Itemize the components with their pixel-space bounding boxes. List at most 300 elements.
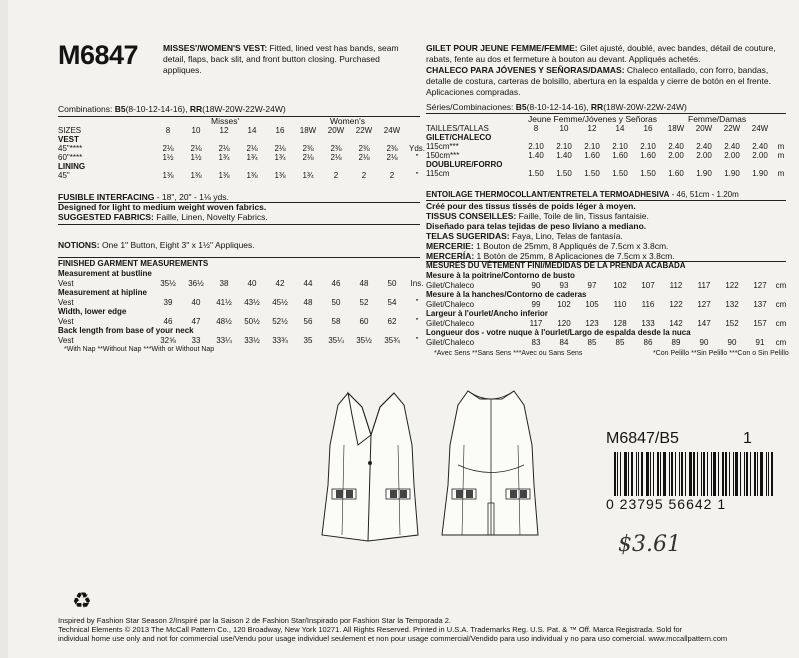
cell-value: 128 xyxy=(613,319,627,328)
barcode-bar xyxy=(675,452,676,496)
row-label: DOUBLURE/FORRO xyxy=(426,160,503,169)
section-row xyxy=(426,133,788,142)
barcode-bar xyxy=(746,452,748,496)
cell-value: 2.00 xyxy=(724,151,740,160)
measurement-heading: Measurement at bustline xyxy=(58,269,152,278)
misses-header: Misses' xyxy=(211,116,240,126)
barcode-bar xyxy=(650,452,651,496)
womens-header: Women's xyxy=(330,116,366,126)
barcode-bar xyxy=(766,452,767,496)
barcode-bar xyxy=(722,452,724,496)
row-label: 115cm*** xyxy=(426,142,459,151)
measurement-row xyxy=(426,319,788,328)
barcode-bar xyxy=(620,452,621,496)
measurement-row xyxy=(426,281,788,290)
cell-value: 2 xyxy=(333,171,339,180)
cell-value: 132 xyxy=(725,300,739,309)
measurement-table xyxy=(426,319,788,328)
divider xyxy=(58,224,420,225)
row-label: 45" xyxy=(58,171,70,180)
cell-value: 1.90 xyxy=(752,169,768,178)
cell-value: 40 xyxy=(191,298,201,307)
cell-value: 48 xyxy=(359,279,369,288)
barcode-bar xyxy=(614,452,616,496)
table-row xyxy=(58,144,428,153)
cell-value: 38 xyxy=(219,279,229,288)
cell-value: 107 xyxy=(641,281,655,290)
cell-value: 157 xyxy=(753,319,767,328)
barcode-bar xyxy=(669,452,670,496)
row-label: Vest xyxy=(58,317,74,326)
mesures-title: MESURES DU VÊTEMENT FINI/MEDIDAS DE LA PRENDA ACABADA xyxy=(426,261,686,270)
cell-value: 90 xyxy=(531,281,541,290)
cell-value: 24W xyxy=(751,124,769,133)
table-row xyxy=(58,153,428,162)
footer-line-2: Technical Elements © 2013 The McCall Pattern Co., 120 Broadway, New York 10271. All Rights Reserved. Printed in U.S.A. Trademarks Reg. U.S. Pat. & ™ Off. Marca Registrada. Sold for xyxy=(58,625,683,634)
cell-value: 142 xyxy=(669,319,683,328)
cell-value: 35 xyxy=(303,336,313,345)
barcode-bar xyxy=(744,452,745,496)
cell-value: 2.10 xyxy=(528,142,544,151)
row-label: Vest xyxy=(58,298,74,307)
cell-value: 62 xyxy=(387,317,397,326)
cell-value: 122 xyxy=(669,300,683,309)
barcode-bar xyxy=(729,452,730,496)
unit: " xyxy=(415,171,419,180)
cell-value: 85 xyxy=(587,338,597,347)
english-measurements xyxy=(58,269,428,345)
cell-value: 35½ xyxy=(160,279,176,288)
row-label: Gilet/Chaleco xyxy=(426,300,475,309)
table-row xyxy=(58,171,428,180)
barcode-bar xyxy=(701,452,702,496)
cell-value: 44 xyxy=(303,279,313,288)
cell-value: 99 xyxy=(531,300,541,309)
measurement-table xyxy=(426,281,788,290)
barcode-bar xyxy=(703,452,705,496)
barcode-bar xyxy=(638,452,639,496)
cell-value: 85 xyxy=(615,338,625,347)
unit: " xyxy=(415,153,419,162)
measurement-table xyxy=(426,300,788,309)
barcode-digits: 0 23795 56642 1 xyxy=(606,496,727,512)
combinations-line: Combinations: B5(8-10-12-14-16), RR(18W-20W-22W-24W) xyxy=(58,104,286,114)
cell-value: 1.50 xyxy=(556,169,572,178)
table-row xyxy=(426,151,788,160)
barcode-bar xyxy=(671,452,673,496)
english-footnote: *With Nap **Without Nap ***With or Without Nap xyxy=(64,346,215,353)
cell-value: 14 xyxy=(247,126,257,135)
cell-value: 48 xyxy=(303,298,313,307)
footer-line-1: Inspired by Fashion Star Season 2/Inspiré par la Saison 2 de Fashion Star/Inspirado por Fashion Star la Temporada 2. xyxy=(58,616,452,625)
unit: Yds. xyxy=(408,144,425,153)
barcode-bar xyxy=(711,452,712,496)
cell-value: 137 xyxy=(753,300,767,309)
cell-value: 42 xyxy=(275,279,285,288)
measurement-row xyxy=(58,298,428,307)
unit: " xyxy=(415,298,419,307)
unit: " xyxy=(415,336,419,345)
cell-value: 2⅜ xyxy=(386,144,398,153)
cell-value: 54 xyxy=(387,298,397,307)
unit xyxy=(774,124,788,133)
barcode-bar xyxy=(771,452,773,496)
cell-value: 33¼ xyxy=(216,336,232,345)
cell-value: 1.90 xyxy=(696,169,712,178)
french-spanish-description: GILET POUR JEUNE FEMME/FEMME: Gilet ajusté, doublé, avec bandes, détail de couture, rabats, fente au dos et fermeture à bouton au devant. Appliqués achetés. CHALECO PARA JÓVENES Y SEÑORAS/DAMAS: Chaleco entallado, con forro, bandas, detalle de costura, carteras de bolsillo, abertura en la espalda y cierre de botón en el frente. Aplicaciones compradas. xyxy=(426,43,776,97)
cell-value: 1.60 xyxy=(584,151,600,160)
barcode-bar xyxy=(754,452,756,496)
cell-value: 117 xyxy=(529,319,543,328)
row-label: 150cm*** xyxy=(426,151,460,160)
handwritten-price: $3.61 xyxy=(618,532,681,557)
row-label: 60"**** xyxy=(58,153,83,162)
designed-for: Designed for light to medium weight woven fabrics. xyxy=(58,202,267,212)
cell-value: 46 xyxy=(163,317,173,326)
cell-value: 102 xyxy=(557,300,571,309)
measurement-heading: Measurement at hipline xyxy=(58,288,147,297)
sizes-row xyxy=(58,126,428,135)
cell-value: 60 xyxy=(359,317,369,326)
measurement-table xyxy=(58,279,428,288)
cell-value: 1.90 xyxy=(724,169,740,178)
barcode-bar xyxy=(617,452,618,496)
footer xyxy=(58,616,727,643)
femme-header: Femme/Damas xyxy=(688,114,747,124)
cell-value: 39 xyxy=(163,298,173,307)
recycle-icon: ♻ xyxy=(72,588,92,613)
cell-value: 133 xyxy=(641,319,655,328)
cell-value: 2.00 xyxy=(752,151,768,160)
measurement-table xyxy=(58,336,428,345)
cell-value: 10 xyxy=(559,124,569,133)
barcode-bar xyxy=(628,452,629,496)
cell-value: 40 xyxy=(247,279,257,288)
cell-value: 2⅜ xyxy=(358,144,370,153)
cell-value: 2 xyxy=(389,171,395,180)
cell-value: 8 xyxy=(165,126,171,135)
cell-value: 1⅜ xyxy=(218,171,230,180)
measurement-row xyxy=(426,338,788,347)
cell-value: 2.10 xyxy=(584,142,600,151)
unit: m xyxy=(777,169,785,178)
barcode-bar xyxy=(760,452,763,496)
barcode xyxy=(614,452,764,496)
cell-value: 1¾ xyxy=(274,153,286,162)
cell-value: 1¾ xyxy=(302,171,314,180)
cell-value: 1.50 xyxy=(612,169,628,178)
cell-value: 52½ xyxy=(272,317,288,326)
telas-sugeridas: TELAS SUGERIDAS: Faya, Lino, Telas de fantasía. xyxy=(426,231,623,241)
section-row xyxy=(426,160,788,169)
barcode-bar xyxy=(689,452,692,496)
cell-value: 86 xyxy=(643,338,653,347)
vest-front-drawing xyxy=(308,385,438,555)
cell-value: 123 xyxy=(585,319,599,328)
cell-value: 32⅝ xyxy=(160,336,176,345)
section-row xyxy=(58,135,428,144)
barcode-bar xyxy=(735,452,738,496)
cell-value: 1⅜ xyxy=(162,171,174,180)
cell-value: 1⅜ xyxy=(246,171,258,180)
cell-value: 45½ xyxy=(272,298,288,307)
row-label: GILET/CHALECO xyxy=(426,133,492,142)
barcode-bar xyxy=(693,452,695,496)
cell-value: 1½ xyxy=(190,153,202,162)
entoilage: ENTOILAGE THERMOCOLLANT/ENTRETELA TERMOADHESIVA - 46, 51cm - 1.20m xyxy=(426,190,739,199)
cell-value: 2⅜ xyxy=(302,144,314,153)
barcode-bar xyxy=(768,452,769,496)
cree-pour: Créé pour des tissus tissés de poids léger à moyen. xyxy=(426,201,636,211)
cell-value: 10 xyxy=(191,126,201,135)
measurement-heading: Width, lower edge xyxy=(58,307,127,316)
series-line: Séries/Combinaciones: B5(8-10-12-14-16), RR(18W-20W-22W-24W) xyxy=(426,102,687,112)
barcode-bar xyxy=(624,452,627,496)
barcode-bar xyxy=(718,452,719,496)
barcode-bar xyxy=(707,452,708,496)
barcode-bar xyxy=(697,452,698,496)
cell-value: 2.40 xyxy=(724,142,740,151)
cell-value: 35¼ xyxy=(328,336,344,345)
measurement-row xyxy=(58,317,428,326)
divider xyxy=(58,257,420,258)
cell-value: 2⅛ xyxy=(330,153,342,162)
barcode-bar xyxy=(713,452,716,496)
cell-value: 18W xyxy=(299,126,317,135)
notions: NOTIONS: One 1" Button, Eight 3" x 1½" Appliques. xyxy=(58,240,255,250)
cell-value: 1¾ xyxy=(218,153,230,162)
cell-value: 33 xyxy=(191,336,201,345)
cell-value: 1⅜ xyxy=(274,171,286,180)
french-footnote: *Avec Sens **Sans Sens ***Avec ou Sans Sens xyxy=(434,350,583,357)
sizes-row xyxy=(426,124,788,133)
cell-value: 84 xyxy=(559,338,569,347)
unit: cm xyxy=(775,338,787,347)
cell-value: 1.40 xyxy=(528,151,544,160)
row-label: Vest xyxy=(58,336,74,345)
french-yardage-table xyxy=(426,124,788,178)
barcode-bar xyxy=(725,452,727,496)
barcode-bar xyxy=(663,452,666,496)
cell-value: 2.00 xyxy=(696,151,712,160)
cell-value: 2⅛ xyxy=(386,153,398,162)
cell-value: 50 xyxy=(331,298,341,307)
cell-value: 1.40 xyxy=(556,151,572,160)
barcode-bar xyxy=(685,452,686,496)
row-label: Gilet/Chaleco xyxy=(426,338,475,347)
cell-value: 93 xyxy=(559,281,569,290)
measurement-row xyxy=(426,300,788,309)
cell-value: 1¾ xyxy=(246,153,258,162)
jeune-header: Jeune Femme/Jóvenes y Señoras xyxy=(528,114,657,124)
cell-value: 110 xyxy=(613,300,627,309)
barcode-bar xyxy=(631,452,633,496)
cell-value: 2.10 xyxy=(612,142,628,151)
cell-value: 91 xyxy=(755,338,765,347)
measurement-table xyxy=(426,338,788,347)
barcode-bar xyxy=(636,452,637,496)
cell-value: 102 xyxy=(613,281,627,290)
measurement-heading: Back length from base of your neck xyxy=(58,326,194,335)
measurement-heading: Longueur dos - votre nuque à l'ourlet/Largo de espalda desde la nuca xyxy=(426,328,691,337)
cell-value: 50½ xyxy=(244,317,260,326)
english-desc-text: Fitted, lined vest has bands, seam detail, flaps, back slit, and front button closing. Purchased appliques. xyxy=(163,43,399,75)
suggested-fabrics: SUGGESTED FABRICS: Faille, Linen, Novelty Fabrics. xyxy=(58,212,268,222)
barcode-bar xyxy=(757,452,758,496)
cell-value: 2⅛ xyxy=(358,153,370,162)
row-label: Gilet/Chaleco xyxy=(426,319,475,328)
cell-value: 33½ xyxy=(244,336,260,345)
cell-value: 1.50 xyxy=(528,169,544,178)
cell-value: 83 xyxy=(531,338,541,347)
row-label: Gilet/Chaleco xyxy=(426,281,475,290)
barcode-bar xyxy=(733,452,734,496)
barcode-bar xyxy=(660,452,661,496)
unit xyxy=(406,126,428,135)
english-description xyxy=(163,43,418,76)
cell-value: 127 xyxy=(697,300,711,309)
fusible-interfacing: FUSIBLE INTERFACING - 18", 20" - 1⅛ yds. xyxy=(58,192,229,202)
barcode-bar xyxy=(641,452,643,496)
pattern-code: M6847 xyxy=(58,40,139,70)
cell-value: 50 xyxy=(387,279,397,288)
spanish-footnote: *Con Pelillo **Sin Pelillo ***Con o Sin Pelillo xyxy=(653,350,789,357)
sku-page: 1 xyxy=(743,430,752,447)
row-label: 45"**** xyxy=(58,144,83,153)
cell-value: 16 xyxy=(643,124,653,133)
unit: cm xyxy=(775,300,787,309)
cell-value: 41½ xyxy=(216,298,232,307)
barcode-bar xyxy=(646,452,649,496)
barcode-bar xyxy=(740,452,741,496)
measurement-row xyxy=(58,336,428,345)
sku-code: M6847/B5 xyxy=(606,430,679,447)
barcode-bar xyxy=(653,452,654,496)
cell-value: 35¾ xyxy=(384,336,400,345)
disenado-para: Diseñado para telas tejidas de peso liviano a mediano. xyxy=(426,221,647,231)
measurement-row xyxy=(58,279,428,288)
row-label: LINING xyxy=(58,162,86,171)
table-row xyxy=(426,142,788,151)
section-row xyxy=(58,162,428,171)
cell-value: 56 xyxy=(303,317,313,326)
cell-value: 24W xyxy=(383,126,401,135)
cell-value: 120 xyxy=(557,319,571,328)
row-label: VEST xyxy=(58,135,79,144)
mercerie: MERCERIE: 1 Bouton de 25mm, 8 Appliqués de 7.5cm x 3.8cm. xyxy=(426,241,669,251)
cell-value: 12 xyxy=(587,124,597,133)
cell-value: 1½ xyxy=(162,153,174,162)
cell-value: 2⅛ xyxy=(218,144,230,153)
cell-value: 2.40 xyxy=(752,142,768,151)
barcode-bar xyxy=(679,452,680,496)
cell-value: 2.10 xyxy=(556,142,572,151)
barcode-bar xyxy=(681,452,683,496)
cell-value: 1.60 xyxy=(612,151,628,160)
cell-value: 35½ xyxy=(356,336,372,345)
english-yardage-table xyxy=(58,126,428,180)
merceria: MERCERÍA: 1 Botón de 25mm, 8 Aplicaciones de 7.5cm x 3.8cm. xyxy=(426,251,675,261)
cell-value: 33¾ xyxy=(272,336,288,345)
cell-value: 112 xyxy=(669,281,683,290)
cell-value: 14 xyxy=(615,124,625,133)
cell-value: 43½ xyxy=(244,298,260,307)
finished-measurements-title: FINISHED GARMENT MEASUREMENTS xyxy=(58,259,209,268)
cell-value: 122 xyxy=(725,281,739,290)
pattern-envelope-back xyxy=(8,0,799,658)
cell-value: 1.50 xyxy=(584,169,600,178)
footer-line-3: individual home use only and not for commercial use/Vendu pour usage individuel seulement et non pour usage commercial/Vendido para uso individual y no para uso comercial. www.mccallpattern.com xyxy=(58,634,728,643)
cell-value: 2⅛ xyxy=(162,144,174,153)
unit: " xyxy=(415,317,419,326)
english-title: MISSES'/WOMEN'S VEST: xyxy=(163,43,268,53)
cell-value: 116 xyxy=(641,300,655,309)
cell-value: 117 xyxy=(697,281,711,290)
cell-value: 97 xyxy=(587,281,597,290)
cell-value: 18W xyxy=(667,124,685,133)
cell-value: 52 xyxy=(359,298,369,307)
cell-value: 105 xyxy=(585,300,599,309)
row-label: Vest xyxy=(58,279,74,288)
row-label: TAILLES/TALLAS xyxy=(426,124,489,133)
vest-back-drawing xyxy=(428,385,558,555)
measurement-table xyxy=(58,317,428,326)
cell-value: 152 xyxy=(725,319,739,328)
unit: cm xyxy=(775,281,787,290)
row-label: 115cm xyxy=(426,169,450,178)
unit: m xyxy=(777,142,785,151)
cell-value: 16 xyxy=(275,126,285,135)
cell-value: 2⅛ xyxy=(274,144,286,153)
cell-value: 127 xyxy=(753,281,767,290)
cell-value: 47 xyxy=(191,317,201,326)
cell-value: 2.10 xyxy=(640,142,656,151)
table-row xyxy=(426,169,788,178)
cell-value: 1.60 xyxy=(640,151,656,160)
cell-value: 2⅛ xyxy=(302,153,314,162)
cell-value: 147 xyxy=(697,319,711,328)
cell-value: 58 xyxy=(331,317,341,326)
french-measurements xyxy=(426,271,788,347)
cell-value: 2⅛ xyxy=(190,144,202,153)
cell-value: 2⅜ xyxy=(330,144,342,153)
cell-value: 22W xyxy=(355,126,373,135)
measurement-table xyxy=(58,298,428,307)
row-label: SIZES xyxy=(58,126,82,135)
measurement-heading: Mesure à la poitrine/Contorno de busto xyxy=(426,271,575,280)
barcode-bar xyxy=(750,452,751,496)
cell-value: 48½ xyxy=(216,317,232,326)
cell-value: 90 xyxy=(727,338,737,347)
unit: cm xyxy=(775,319,787,328)
unit: Ins. xyxy=(410,279,424,288)
cell-value: 1.60 xyxy=(668,169,684,178)
cell-value: 8 xyxy=(533,124,539,133)
barcode-bar xyxy=(657,452,659,496)
cell-value: 2.40 xyxy=(668,142,684,151)
cell-value: 20W xyxy=(695,124,713,133)
cell-value: 46 xyxy=(331,279,341,288)
cell-value: 1⅜ xyxy=(190,171,202,180)
cell-value: 1.50 xyxy=(640,169,656,178)
cell-value: 2.00 xyxy=(668,151,684,160)
tissus-conseilles: TISSUS CONSEILLES: Faille, Toile de lin, Tissus fantaisie. xyxy=(426,211,649,221)
cell-value: 22W xyxy=(723,124,741,133)
cell-value: 12 xyxy=(219,126,229,135)
measurement-heading: Largeur à l'ourlet/Ancho inferior xyxy=(426,309,548,318)
cell-value: 2⅛ xyxy=(246,144,258,153)
cell-value: 36½ xyxy=(188,279,204,288)
